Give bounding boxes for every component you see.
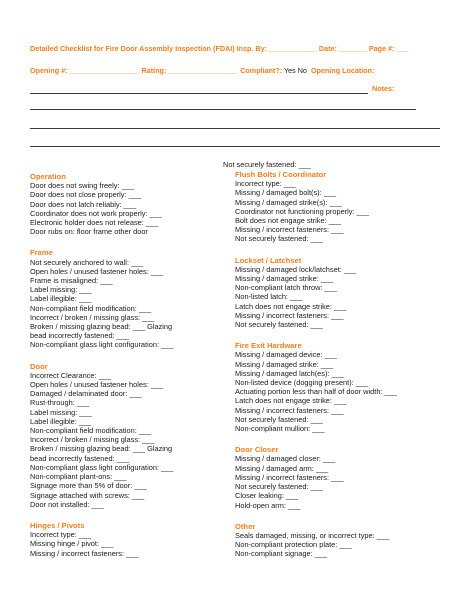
opening-number-field[interactable]: Opening #: _________________ (30, 66, 138, 75)
check-item[interactable]: Label illegible: ___ (30, 416, 92, 426)
check-item[interactable]: Door does not latch reliably: ___ (30, 199, 136, 209)
notes-line-2[interactable] (30, 128, 440, 129)
check-item[interactable]: Not securely fastened: ___ (223, 160, 311, 169)
check-item[interactable]: Electronic holder does not release: ___ (30, 218, 159, 228)
right-column-top (223, 160, 311, 169)
check-item[interactable]: Missing hinge / pivot: ___ (30, 539, 114, 549)
check-item[interactable]: Non-compliant field modification: ___ (30, 426, 152, 436)
section-fire-exit-hardware (235, 341, 397, 433)
check-item[interactable]: Broken / missing glazing bead: ___ Glazing (30, 444, 173, 454)
check-item[interactable]: Rust-through: ___ (30, 398, 90, 408)
check-item[interactable]: Non-compliant glass light configuration: ___ (30, 462, 174, 472)
check-item[interactable]: Door rubs on: floor frame other door (30, 227, 148, 237)
section-operation (30, 172, 173, 236)
check-item[interactable]: Missing / damaged lock/latchset: ___ (235, 264, 357, 274)
check-item[interactable]: Missing / incorrect fasteners: ___ (235, 405, 344, 415)
section-title: Hinges / Pivots (30, 520, 85, 530)
compliant-options[interactable]: Yes No (284, 66, 307, 75)
check-item[interactable]: Missing / damaged bolt(s): ___ (235, 188, 337, 198)
section-title: Frame (30, 248, 53, 258)
section-title: Door (30, 361, 48, 371)
notes-line-3[interactable] (30, 146, 440, 147)
check-item[interactable]: Not securely fastened: ___ (235, 482, 323, 492)
check-item[interactable]: bead incorrectly fastened: ___ (30, 331, 130, 341)
check-item[interactable]: Frame is misaligned: ___ (30, 276, 113, 286)
check-item[interactable]: Signage attached with screws: ___ (30, 490, 145, 500)
section-flush-bolts (235, 170, 397, 244)
rating-field[interactable]: Rating: _________________ (141, 66, 237, 75)
check-item[interactable]: Latch does not engage strike: ___ (235, 396, 347, 406)
section-title: Other (235, 521, 256, 531)
section-other (235, 522, 397, 559)
check-item[interactable]: Missing / damaged device: ___ (235, 350, 337, 360)
check-item[interactable]: Label illegible: ___ (30, 294, 92, 304)
check-item[interactable]: Bolt does not engage strike: ___ (235, 216, 342, 226)
check-item[interactable]: Missing / incorrect fasteners: ___ (235, 225, 344, 235)
check-item[interactable]: Door does not close properly: ___ (30, 190, 141, 200)
right-column (235, 170, 397, 559)
check-item[interactable]: Non-compliant plant-ons: ___ (30, 472, 127, 482)
check-item[interactable]: Not securely fastened: ___ (235, 234, 323, 244)
opening-location-label: Opening Location: (310, 66, 375, 75)
check-item[interactable]: Open holes / unused fastener holes: ___ (30, 266, 164, 276)
check-item[interactable]: bead incorrectly fastened: ___ (30, 453, 130, 463)
check-item[interactable]: Broken / missing glazing bead: ___ Glazing (30, 322, 173, 332)
check-item[interactable]: Missing / damaged arm: ___ (235, 463, 329, 473)
check-item[interactable]: Door not installed: ___ (30, 499, 104, 509)
check-item[interactable]: Seals damaged, missing, or incorrect type: ___ (235, 530, 390, 540)
check-item[interactable]: Missing / damaged strike(s): ___ (235, 197, 342, 207)
notes-label: Notes: (372, 84, 395, 93)
check-item[interactable]: Missing / damaged latch(es): ___ (235, 368, 344, 378)
check-item[interactable]: Damaged / delaminated door: ___ (30, 389, 142, 399)
check-item[interactable]: Missing / incorrect fasteners: ___ (30, 548, 139, 558)
section-title: Operation (30, 172, 66, 181)
compliant-label: Compliant?: (240, 66, 283, 75)
section-lockset (235, 256, 397, 330)
section-door-closer (235, 445, 397, 509)
check-item[interactable]: Non-listed latch: ___ (235, 292, 303, 302)
check-item[interactable]: Label missing: ___ (30, 285, 92, 295)
section-door (30, 362, 173, 509)
section-hinges (30, 521, 173, 558)
check-item[interactable]: Non-listed device (dogging present): ___ (235, 378, 369, 388)
check-item[interactable]: Non-compliant field modification: ___ (30, 303, 152, 313)
check-item[interactable]: Missing / incorrect fasteners: ___ (235, 310, 344, 320)
check-item[interactable]: Open holes / unused fastener holes: ___ (30, 380, 164, 390)
section-frame (30, 248, 173, 349)
notes-line-1[interactable] (30, 109, 416, 110)
section-title: Lockset / Latchset (235, 255, 302, 265)
check-item[interactable]: Coordinator does not work properly: ___ (30, 208, 162, 218)
check-item[interactable]: Signage more than 5% of door: ___ (30, 481, 147, 491)
check-item[interactable]: Non-compliant latch throw: ___ (235, 283, 337, 293)
section-title: Fire Exit Hardware (235, 341, 302, 351)
check-item[interactable]: Non-compliant mullion: ___ (235, 424, 325, 434)
section-title: Flush Bolts / Coordinator (235, 170, 327, 179)
check-item[interactable]: Coordinator not functioning properly: ___ (235, 206, 369, 216)
check-item[interactable]: Incorrect type: ___ (235, 179, 297, 189)
check-item[interactable]: Non-compliant protection plate: ___ (235, 540, 352, 550)
check-item[interactable]: Not securely fastened: ___ (235, 320, 323, 330)
check-item[interactable]: Incorrect Clearance: ___ (30, 370, 111, 380)
check-item[interactable]: Non-compliant glass light configuration: ___ (30, 340, 174, 350)
check-item[interactable]: Non-compliant signage: ___ (235, 549, 328, 559)
check-item[interactable]: Missing / incorrect fasteners: ___ (235, 472, 344, 482)
check-item[interactable]: Missing / damaged strike: ___ (235, 359, 334, 369)
left-column (30, 172, 173, 558)
location-line[interactable] (30, 93, 368, 94)
section-title: Door Closer (235, 445, 279, 455)
check-item[interactable]: Door does not swing freely: ___ (30, 181, 134, 191)
checklist-title: Detailed Checklist for Fire Door Assembly Inspection (FDAI) Insp. By: ____________ Date: _______ Page #: ___ (30, 44, 409, 53)
check-item[interactable]: Latch does not engage strike: ___ (235, 301, 347, 311)
check-item[interactable]: Not securely anchored to wall: ___ (30, 257, 144, 267)
check-item[interactable]: Missing / damaged closer: ___ (235, 454, 336, 464)
check-item[interactable]: Incorrect / broken / missing glass: ___ (30, 435, 155, 445)
check-item[interactable]: Incorrect type: ___ (30, 530, 92, 540)
check-item[interactable]: Hold-open arm: ___ (235, 500, 301, 510)
opening-row (30, 66, 374, 75)
check-item[interactable]: Actuating portion less than half of door width: ___ (235, 387, 397, 397)
check-item[interactable]: Label missing: ___ (30, 407, 92, 417)
check-item[interactable]: Missing / damaged strike: ___ (235, 274, 334, 284)
check-item[interactable]: Closer leaking: ___ (235, 491, 299, 501)
check-item[interactable]: Incorrect / broken / missing glass: ___ (30, 312, 155, 322)
check-item[interactable]: Not securely fastened: ___ (235, 414, 323, 424)
